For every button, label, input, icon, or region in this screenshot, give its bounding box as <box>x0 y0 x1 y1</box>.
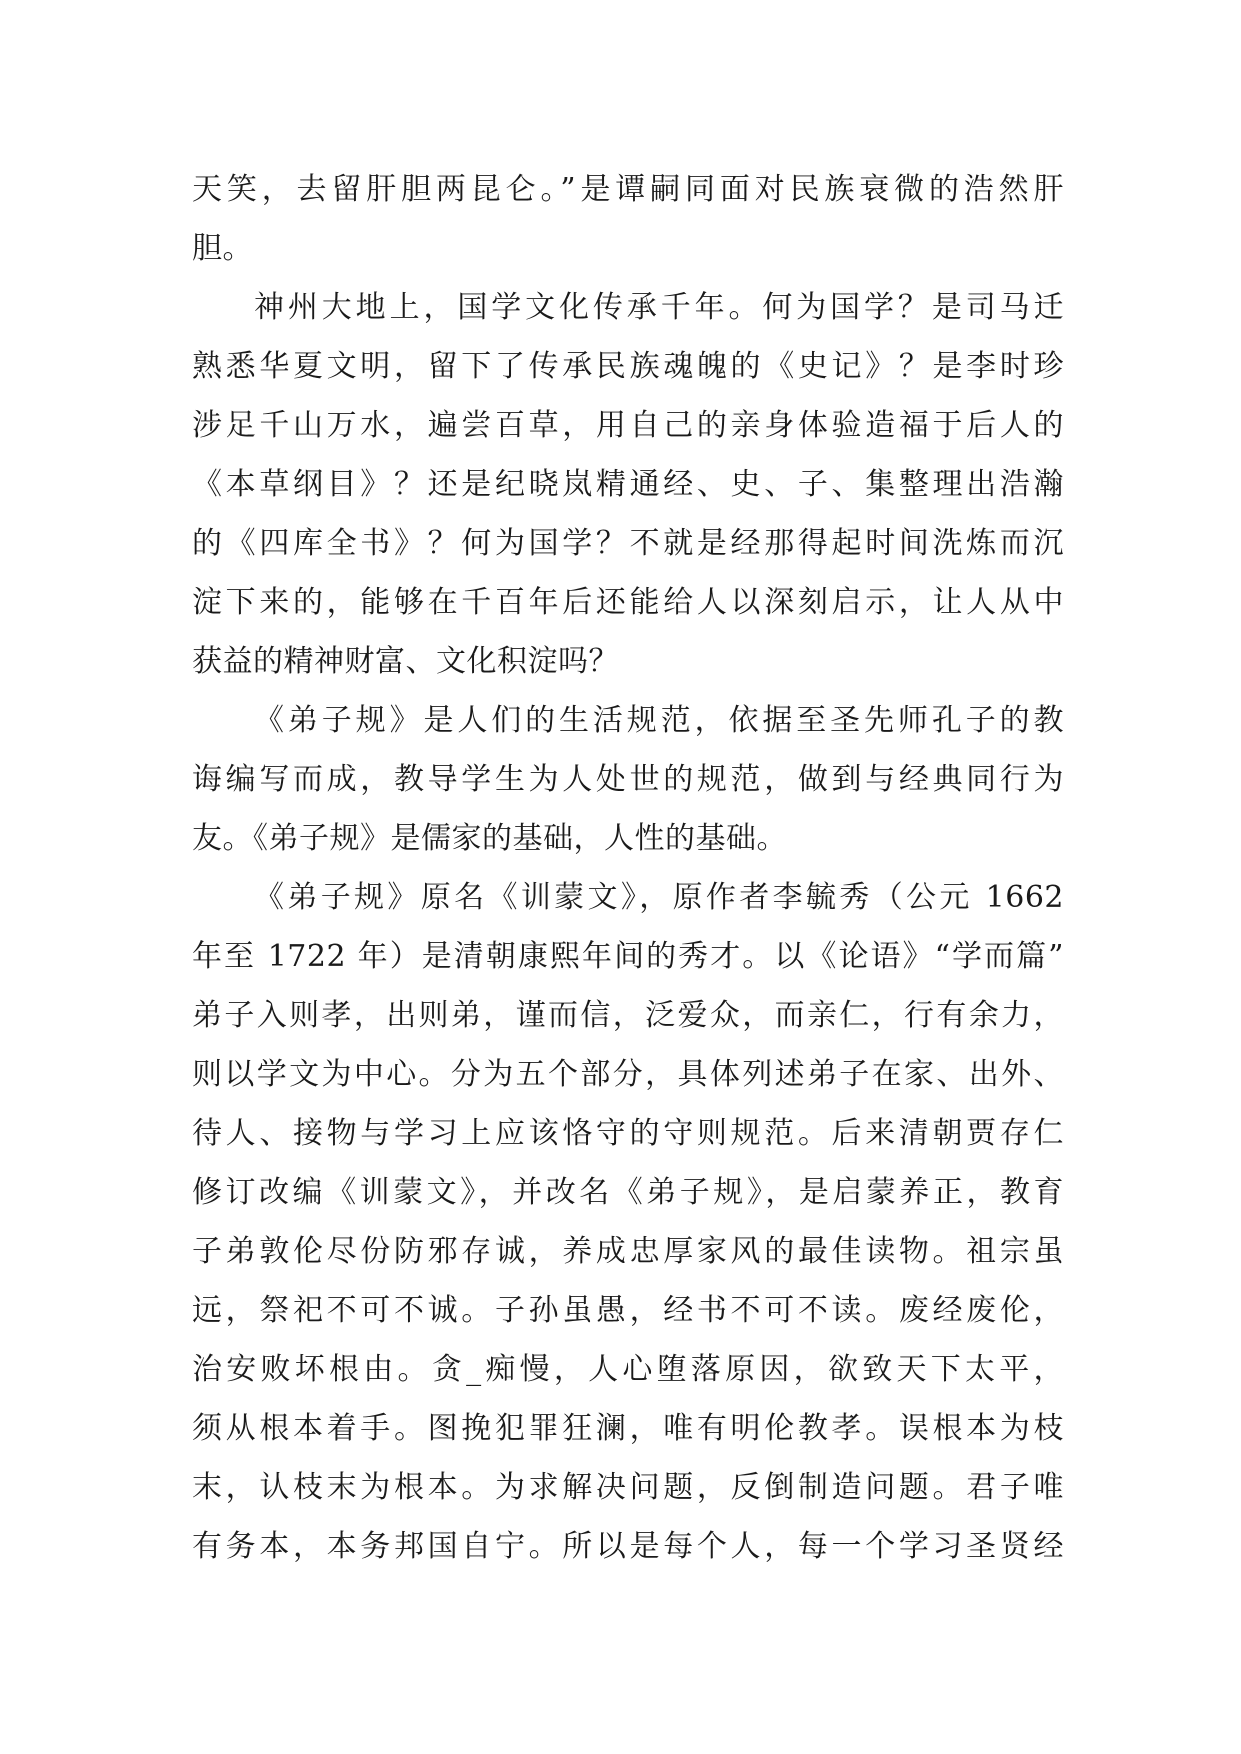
text-line: 诲编写而成，教导学生为人处世的规范，做到与经典同行为 <box>192 762 1064 797</box>
text-line: 获益的精神财富、文化积淀吗？ <box>192 644 619 679</box>
text-line: 《本草纲目》？还是纪晓岚精通经、史、子、集整理出浩瀚 <box>192 467 1064 502</box>
text-line: 弟子入则孝，出则弟，谨而信，泛爱众，而亲仁，行有余力， <box>192 998 1064 1033</box>
text-line: 《弟子规》是人们的生活规范，依据至圣先师孔子的教 <box>254 703 1064 738</box>
text-line: 则以学文为中心。分为五个部分，具体列述弟子在家、出外、 <box>192 1057 1064 1092</box>
text-line: 熟悉华夏文明，留下了传承民族魂魄的《史记》？是李时珍 <box>192 349 1064 384</box>
text-line: 天笑，去留肝胆两昆仑。”是谭嗣同面对民族衰微的浩然肝 <box>192 172 1064 207</box>
text-line: 待人、接物与学习上应该恪守的守则规范。后来清朝贾存仁 <box>192 1116 1064 1151</box>
text-line: 神州大地上，国学文化传承千年。何为国学？是司马迁 <box>254 290 1064 325</box>
text-line: 子弟敦伦尽份防邪存诚，养成忠厚家风的最佳读物。祖宗虽 <box>192 1234 1064 1269</box>
text-line: 远，祭祀不可不诚。子孙虽愚，经书不可不读。废经废伦， <box>192 1293 1064 1328</box>
text-line: 末，认枝末为根本。为求解决问题，反倒制造问题。君子唯 <box>192 1470 1064 1505</box>
text-line: 胆。 <box>192 231 253 266</box>
text-line: 修订改编《训蒙文》，并改名《弟子规》，是启蒙养正，教育 <box>192 1175 1064 1210</box>
text-line: 须从根本着手。图挽犯罪狂澜，唯有明伦教孝。误根本为枝 <box>192 1411 1064 1446</box>
document-body <box>192 160 1064 1576</box>
text-line: 年至 1722 年）是清朝康熙年间的秀才。以《论语》“学而篇” <box>192 939 1064 974</box>
text-line: 涉足千山万水，遍尝百草，用自己的亲身体验造福于后人的 <box>192 408 1064 443</box>
text-line: 有务本，本务邦国自宁。所以是每个人，每一个学习圣贤经 <box>192 1529 1064 1564</box>
text-line: 的《四库全书》？何为国学？不就是经那得起时间洗炼而沉 <box>192 526 1064 561</box>
text-line: 友。《弟子规》是儒家的基础，人性的基础。 <box>192 821 787 856</box>
text-line: 淀下来的，能够在千百年后还能给人以深刻启示，让人从中 <box>192 585 1064 620</box>
text-line: 治安败坏根由。贪_痴慢，人心堕落原因，欲致天下太平， <box>192 1352 1064 1387</box>
text-line: 《弟子规》原名《训蒙文》，原作者李毓秀（公元 1662 <box>254 880 1064 915</box>
